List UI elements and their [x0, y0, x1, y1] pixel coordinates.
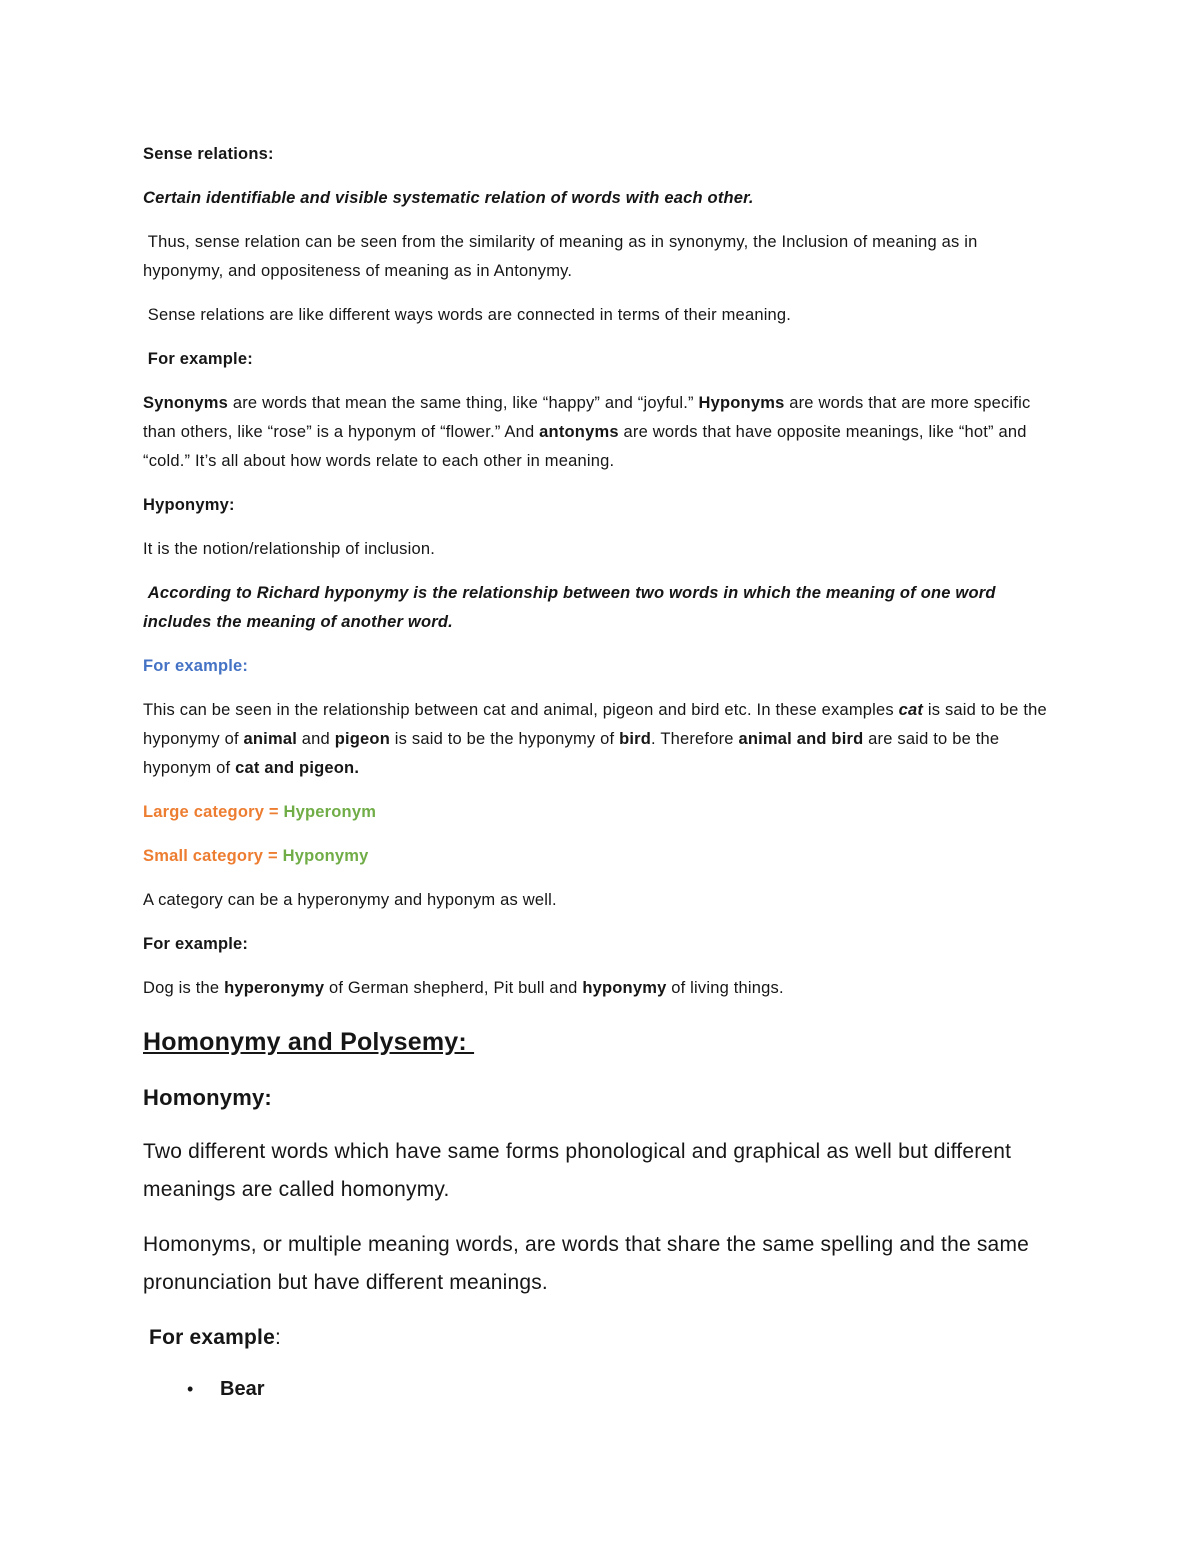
- paragraph-richard-quote: [143, 579, 1055, 637]
- paragraph-for-example-1: [143, 345, 1055, 374]
- text-run: hyperonymy: [224, 979, 325, 997]
- paragraph-for-example-blue: [143, 652, 1055, 681]
- text-run: animal: [243, 730, 298, 748]
- text-run: A category can be a hyperonymy and hyponym as well.: [143, 891, 557, 909]
- heading-homonymy-polysemy: [143, 1025, 1055, 1059]
- document-content: [143, 140, 1055, 1404]
- text-run: Hyponymy:: [143, 496, 235, 514]
- heading-homonymy: [143, 1083, 1055, 1113]
- text-run: hyponymy: [582, 979, 667, 997]
- bullet-bear: [143, 1374, 1055, 1404]
- paragraph-large-category: [143, 798, 1055, 827]
- paragraph-cat-animal: [143, 696, 1055, 783]
- paragraph-thus: [143, 228, 1055, 286]
- text-run: Hyponyms: [698, 394, 785, 412]
- text-run: Thus, sense relation can be seen from the similarity of meaning as in synonymy, the Inclusion of meaning as in hyponymy, and oppositeness of meaning as in Antonymy.: [143, 233, 983, 280]
- text-run: Homonymy and Polysemy:: [143, 1028, 475, 1056]
- text-run: Hyponymy: [282, 847, 369, 865]
- paragraph-category-both: [143, 886, 1055, 915]
- paragraph-small-category: [143, 842, 1055, 871]
- text-run: bird: [619, 730, 652, 748]
- paragraph-connected: [143, 301, 1055, 330]
- text-run: and: [297, 730, 335, 748]
- paragraph-definition: [143, 184, 1055, 213]
- text-run: Small category =: [143, 847, 283, 865]
- text-run: are words that mean the same thing, like “happy” and “joyful.”: [228, 394, 699, 412]
- bullet-icon: •: [187, 1379, 194, 1399]
- text-run: Two different words which have same forms phonological and graphical as well but different meanings are called homonymy.: [143, 1140, 1018, 1201]
- text-run: It is the notion/relationship of inclusion.: [143, 540, 436, 558]
- text-run: cat and pigeon.: [235, 759, 360, 777]
- text-run: are words that are more specific than others, like “rose” is a hyponym of “flower.” And: [143, 394, 1036, 441]
- paragraph-hyponymy-title: [143, 491, 1055, 520]
- text-run: is said to be the hyponymy of: [390, 730, 620, 748]
- text-run: are words that have opposite meanings, like “hot” and “cold.” It’s all about how words relate to each other in meaning.: [143, 423, 1032, 470]
- text-run: For example:: [143, 935, 249, 953]
- text-run: For example: [143, 1326, 275, 1349]
- paragraph-for-example-2: [143, 930, 1055, 959]
- text-run: Sense relations:: [143, 145, 274, 163]
- text-run: animal and bird: [738, 730, 864, 748]
- paragraph-dog: [143, 974, 1055, 1003]
- paragraph-for-example-3: [143, 1319, 1055, 1357]
- paragraph-synonyms: [143, 389, 1055, 476]
- paragraph-notion: [143, 535, 1055, 564]
- text-run: Homonymy:: [143, 1085, 272, 1110]
- text-run: Hyperonym: [283, 803, 377, 821]
- text-run: :: [274, 1326, 282, 1349]
- bullet-text: [220, 1374, 264, 1404]
- text-run: Synonyms: [143, 394, 229, 412]
- text-run: are said to be the hyponym of: [143, 730, 1005, 777]
- text-run: According to Richard hyponymy is the relationship between two words in which the meaning of one word includes the meaning of another word.: [143, 584, 1001, 631]
- text-run: This can be seen in the relationship between cat and animal, pigeon and bird etc. In these examples: [143, 701, 899, 719]
- text-run: For example:: [143, 350, 253, 368]
- text-run: antonyms: [539, 423, 619, 441]
- text-run: Homonyms, or multiple meaning words, are words that share the same spelling and the same pronunciation but have different meanings.: [143, 1233, 1036, 1294]
- text-run: Sense relations are like different ways words are connected in terms of their meaning.: [143, 306, 792, 324]
- text-run: pigeon: [334, 730, 390, 748]
- text-run: Large category =: [143, 803, 284, 821]
- paragraph-homonyms-spelling: [143, 1226, 1055, 1302]
- text-run: Dog is the: [143, 979, 225, 997]
- text-run: For example:: [143, 657, 249, 675]
- text-run: of German shepherd, Pit bull and: [324, 979, 583, 997]
- text-run: of living things.: [666, 979, 784, 997]
- text-run: Bear: [220, 1378, 265, 1400]
- paragraph-sense-relations-title: [143, 140, 1055, 169]
- text-run: . Therefore: [651, 730, 739, 748]
- text-run: Certain identifiable and visible systematic relation of words with each other.: [143, 189, 754, 207]
- paragraph-homonymy-def: [143, 1133, 1055, 1209]
- text-run: is said to be the hyponymy of: [143, 701, 1052, 748]
- text-run: cat: [898, 701, 924, 719]
